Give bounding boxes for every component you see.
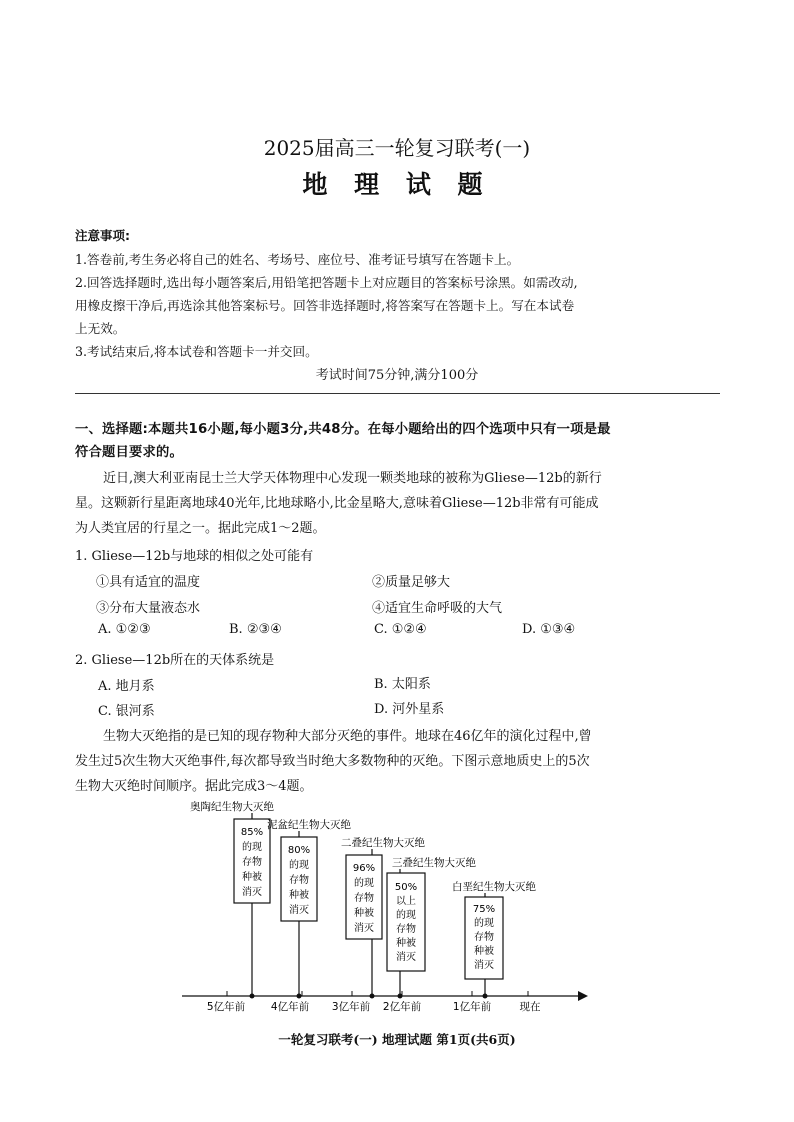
event-name-cretaceous: 白垩纪生物大灭绝	[452, 881, 536, 893]
note-line-2: 2.回答选择题时,选出每小题答案后,用铅笔把答题卡上对应题目的答案标号涂黑。如需改动,	[75, 275, 578, 290]
section-heading-line-1: 一、选择题:本题共16小题,每小题3分,共48分。在每小题给出的四个选项中只有一项是最	[75, 422, 611, 437]
event-box-triassic-line-2: 以上	[396, 896, 416, 907]
event-box-devonian-line-2: 的现	[289, 860, 309, 871]
event-name-triassic: 三叠纪生物大灭绝	[392, 857, 476, 869]
q2-option-d: D. 河外星系	[374, 702, 445, 717]
exam-time-line: 考试时间75分钟,满分100分	[315, 368, 479, 383]
q1-item-2: ②质量足够大	[372, 575, 451, 590]
q1-item-3: ③分布大量液态水	[96, 601, 201, 616]
q1-option-c: C. ①②④	[374, 622, 427, 637]
passage2-line-3: 生物大灭绝时间顺序。据此完成3～4题。	[75, 779, 313, 794]
passage2-line-2: 发生过5次生物大灭绝事件,每次都导致当时绝大多数物种的灭绝。下图示意地质史上的5次	[75, 754, 590, 769]
event-box-cretaceous-line-3: 存物	[474, 932, 494, 943]
q2-option-c: C. 银河系	[98, 704, 155, 719]
event-box-permian-line-4: 种被	[354, 908, 374, 919]
event-box-ordovician-line-5: 消灭	[242, 887, 262, 898]
event-name-permian: 二叠纪生物大灭绝	[341, 837, 425, 849]
event-box-permian-line-1: 96%	[352, 863, 376, 874]
passage1-line-1: 近日,澳大利亚南昆士兰大学天体物理中心发现一颗类地球的被称为Gliese—12b的新行	[103, 471, 602, 486]
event-box-devonian-line-1: 80%	[287, 845, 311, 856]
event-dot-ordovician	[250, 994, 255, 999]
q2-stem: 2. Gliese—12b所在的天体系统是	[75, 653, 275, 668]
exam-subject: 地 理 试 题	[302, 170, 492, 199]
passage2-line-1: 生物大灭绝指的是已知的现存物种大部分灭绝的事件。地球在46亿年的演化过程中,曾	[103, 729, 592, 744]
event-dot-cretaceous	[483, 994, 488, 999]
axis-label-5: 5亿年前	[206, 1001, 246, 1013]
axis-label-3: 3亿年前	[331, 1001, 371, 1013]
note-line-4: 上无效。	[75, 321, 126, 336]
passage1-line-3: 为人类宜居的行星之一。据此完成1～2题。	[75, 521, 326, 536]
note-line-3: 用橡皮擦干净后,再选涂其他答案标号。回答非选择题时,将答案写在答题卡上。写在本试卷	[75, 298, 575, 313]
event-dot-triassic	[398, 994, 403, 999]
event-name-ordovician: 奥陶纪生物大灭绝	[190, 801, 274, 813]
passage1-line-2: 星。这颗新行星距离地球40光年,比地球略小,比金星略大,意味着Gliese—12b非常有可能成	[75, 496, 599, 511]
event-box-devonian-line-4: 种被	[289, 890, 309, 901]
q1-item-4: ④适宜生命呼吸的大气	[372, 601, 503, 616]
section-heading-line-2: 符合题目要求的。	[75, 445, 183, 460]
event-box-triassic-line-6: 消灭	[396, 952, 416, 963]
note-line-1: 1.答卷前,考生务必将自己的姓名、考场号、座位号、准考证号填写在答题卡上。	[75, 252, 520, 267]
q1-option-d: D. ①③④	[522, 622, 576, 637]
axis-label-4: 4亿年前	[270, 1001, 310, 1013]
event-box-triassic-line-1: 50%	[394, 882, 418, 893]
event-box-devonian-line-3: 存物	[289, 875, 309, 886]
notes-heading: 注意事项:	[75, 228, 130, 243]
axis-label-1: 1亿年前	[452, 1001, 492, 1013]
event-box-permian-line-5: 消灭	[354, 923, 374, 934]
q1-item-1: ①具有适宜的温度	[96, 575, 201, 590]
q1-option-b: B. ②③④	[229, 622, 282, 637]
timeline-arrow	[578, 991, 588, 1001]
q2-option-b: B. 太阳系	[374, 677, 431, 692]
event-box-cretaceous-line-4: 种被	[474, 946, 494, 957]
event-box-triassic-line-5: 种被	[396, 938, 416, 949]
event-box-triassic-line-4: 存物	[396, 924, 416, 935]
event-name-devonian: 泥盆纪生物大灭绝	[267, 819, 351, 831]
event-box-ordovician-line-2: 的现	[242, 842, 262, 853]
axis-label-now: 现在	[519, 1001, 541, 1013]
event-box-ordovician-line-4: 种被	[242, 872, 262, 883]
event-box-ordovician-line-1: 85%	[240, 827, 264, 838]
event-box-permian-line-2: 的现	[354, 878, 374, 889]
event-box-ordovician-line-3: 存物	[242, 857, 262, 868]
event-dot-devonian	[297, 994, 302, 999]
event-box-triassic-line-3: 的现	[396, 910, 416, 921]
event-dot-permian	[370, 994, 375, 999]
event-box-cretaceous-line-2: 的现	[474, 918, 494, 929]
event-box-permian-line-3: 存物	[354, 893, 374, 904]
event-box-devonian-line-5: 消灭	[289, 905, 309, 916]
q1-option-a: A. ①②③	[98, 622, 151, 637]
event-box-cretaceous-line-5: 消灭	[474, 960, 494, 971]
event-box-cretaceous-line-1: 75%	[472, 904, 496, 915]
q1-stem: 1. Gliese—12b与地球的相似之处可能有	[75, 549, 314, 564]
exam-title: 2025届高三一轮复习联考(一)	[263, 136, 531, 160]
note-line-5: 3.考试结束后,将本试卷和答题卡一并交回。	[75, 344, 318, 359]
q2-option-a: A. 地月系	[98, 679, 155, 694]
axis-label-2: 2亿年前	[382, 1001, 422, 1013]
page-footer: 一轮复习联考(一) 地理试题 第1页(共6页)	[278, 1032, 516, 1047]
